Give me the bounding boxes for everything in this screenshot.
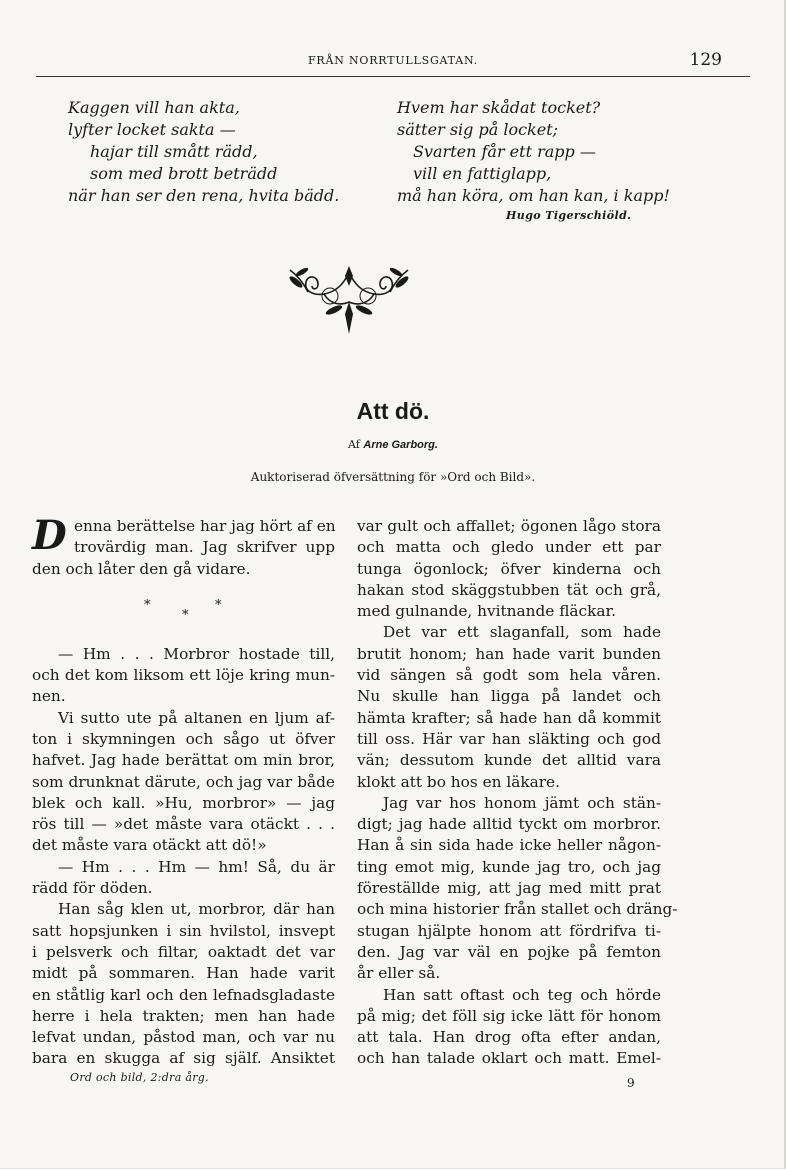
text-line: Det var ett slaganfall, som hade [383, 623, 661, 642]
separator-star: * [182, 608, 189, 623]
poem-line: må han köra, om han kan, i kapp! [397, 186, 670, 205]
text-line: enna berättelse har jag hört af en [74, 517, 336, 535]
text-line: midt på sommaren. Han hade varit [32, 964, 335, 983]
section-separator [32, 596, 335, 626]
text-line: bara en skugga af sig själf. Ansiktet [32, 1049, 335, 1068]
text-line: vid sängen så godt som hela våren. [357, 666, 661, 685]
text-line: Han såg klen ut, morbror, där han [58, 900, 335, 919]
poem-left-stanza [68, 97, 339, 207]
text-line: herre i hela trakten; men han hade [32, 1006, 335, 1025]
poem-line: när han ser den rena, hvita bädd. [68, 186, 340, 205]
text-line: stugan hjälpte honom att fördrifva ti- [357, 921, 661, 940]
translation-note: Auktoriserad öfversättning för »Ord och Bild». [250, 470, 536, 484]
signature-mark: 9 [627, 1076, 635, 1090]
text-line: Vi sutto ute på altanen en ljum af- [58, 708, 335, 727]
text-line: hämta krafter; så hade han då kommit [357, 708, 661, 727]
poem-line: Hvem har skådat tocket? [397, 98, 601, 117]
text-line: i pelsverk och filtar, oaktadt det var [32, 942, 335, 961]
text-line: hakan stod skäggstubben tät och grå, [357, 580, 661, 599]
poem-line: vill en fattiglapp, [413, 164, 552, 183]
text-line: det måste vara otäckt att dö!» [32, 836, 267, 855]
poem-line: Svarten får ett rapp — [413, 142, 596, 161]
text-line: och det kom liksom ett löje kring mun- [32, 666, 335, 685]
text-line: var gult och affallet; ögonen lågo stora [357, 517, 661, 535]
text-line: Jag var hos honom jämt och stän- [383, 793, 661, 812]
text-line: blek och kall. »Hu, morbror» — jag [32, 793, 335, 812]
text-line: vän; dessutom kunde det alltid vara [357, 751, 661, 770]
text-line: — Hm . . . Hm — hm! Så, du är [58, 857, 335, 876]
text-line: lefvat undan, påstod man, och var nu [32, 1028, 335, 1047]
journal-footer: Ord och bild, 2:dra årg. [70, 1071, 209, 1084]
text-line: Han satt oftast och teg och hörde [383, 985, 661, 1004]
text-line: tunga ögonlock; öfver kinderna och [357, 559, 661, 578]
text-line: hafvet. Jag hade berättat om min bror, [32, 751, 335, 770]
text-line: Nu skulle han ligga på landet och [357, 687, 661, 706]
text-line: med gulnande, hvitnande fläckar. [357, 602, 616, 621]
poem-line: lyfter locket sakta — [68, 120, 236, 139]
poem-right-stanza [397, 97, 670, 207]
text-line: föreställde mig, att jag med mitt prat [357, 879, 661, 898]
text-line: till oss. Här var han släkting och god [357, 729, 661, 748]
text-line: rös till — »det måste vara otäckt . . . [32, 815, 335, 834]
text-line: ton i skymningen och sågo ut öfver [32, 729, 335, 748]
poem-line: Kaggen vill han akta, [68, 98, 240, 117]
byline-prefix: Af [348, 438, 360, 451]
poem-line: hajar till smått rädd, [90, 142, 258, 161]
text-line: och matta och gledo under ett par [357, 538, 661, 557]
text-line: trovärdig man. Jag skrifver upp [74, 538, 335, 557]
text-line: klokt att bo hos en läkare. [357, 772, 560, 791]
text-line: en ståtlig karl och den lefnadsgladaste [32, 985, 335, 1004]
poem-line: som med brott beträdd [90, 164, 278, 183]
text-line: nen. [32, 687, 66, 706]
text-line: rädd för döden. [32, 879, 153, 898]
text-line: den och låter den gå vidare. [32, 559, 251, 578]
text-line: ting emot mig, kunde jag tro, och jag [357, 857, 661, 876]
text-line: brutit honom; han hade varit bunden [357, 644, 661, 663]
text-line: — Hm . . . Morbror hostade till, [58, 644, 335, 663]
poem-signature: Hugo Tigerschiöld. [506, 209, 632, 222]
text-line: och han talade oklart och matt. Emel- [357, 1049, 661, 1068]
poem-line: sätter sig på locket; [397, 120, 559, 139]
author-name: Arne Garborg. [363, 439, 438, 451]
drop-cap: D [32, 512, 67, 559]
text-line: som drunknat därute, och jag var både [32, 772, 335, 791]
text-line: Han å sin sida hade icke heller någon- [357, 836, 661, 855]
separator-star: * [144, 598, 151, 613]
text-line: satt hopsjunken i sin hvilstol, insvept [32, 921, 335, 940]
text-line: år eller så. [357, 964, 441, 983]
running-head: FRÅN NORRTULLSGATAN. [308, 54, 478, 67]
text-column-right [357, 516, 678, 1070]
text-line: på mig; det föll sig icke lätt för honom [357, 1006, 661, 1025]
article-byline [0, 438, 786, 451]
floral-ornament-icon [284, 262, 414, 340]
text-line: den. Jag var väl en pojke på femton [357, 942, 661, 961]
text-line: att tala. Han drog ofta efter andan, [357, 1028, 661, 1047]
text-line: digt; jag hade alltid tyckt om morbror. [357, 815, 661, 834]
page-number: 129 [689, 50, 722, 70]
separator-star: * [215, 598, 222, 613]
article-title: Att dö. [356, 398, 430, 424]
text-line: och mina historier från stallet och dräng- [357, 900, 678, 919]
page-header [36, 52, 750, 77]
